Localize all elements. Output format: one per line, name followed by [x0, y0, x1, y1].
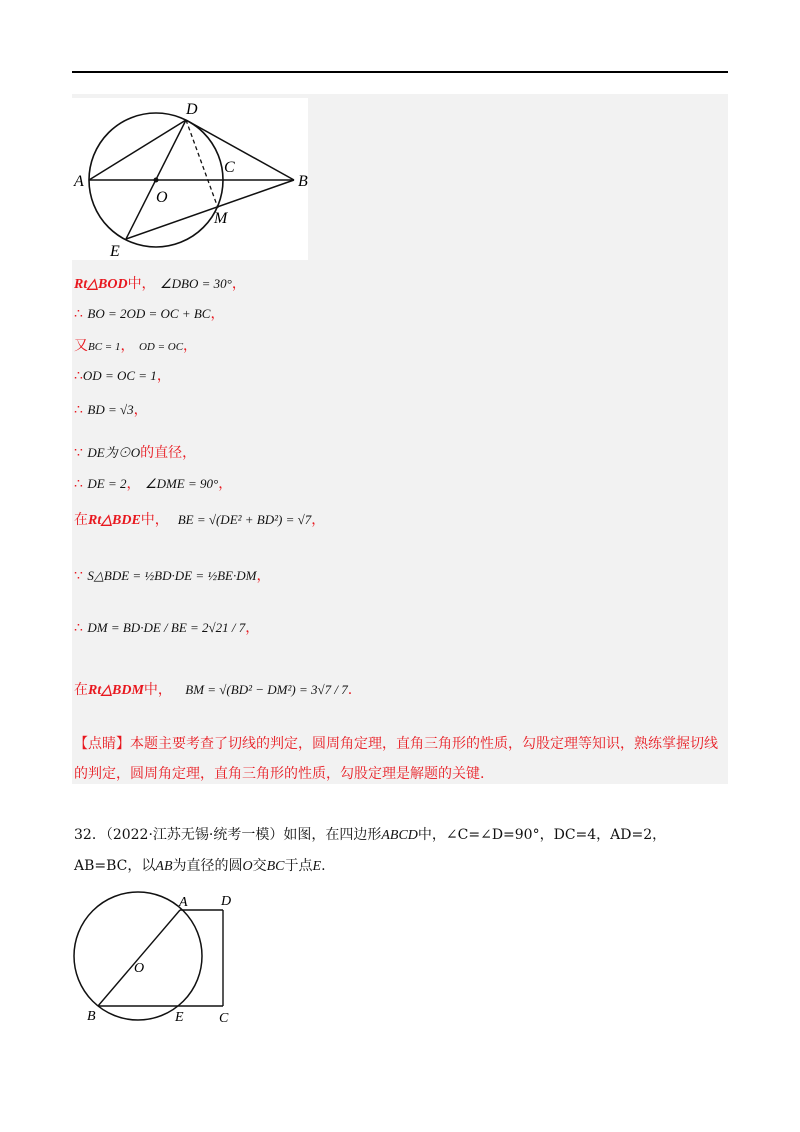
solution-line-6 [74, 443, 196, 463]
text-fragment: ， [120, 338, 135, 354]
text-fragment: BD = √3 [87, 402, 134, 417]
label-b: B [87, 1009, 96, 1024]
text-fragment: ∵ [74, 568, 83, 584]
text-fragment: . [347, 682, 353, 698]
text-fragment: Rt△BOD [74, 277, 128, 292]
text-fragment: ∴ [74, 402, 83, 418]
text-fragment: Rt△BDM [88, 683, 144, 698]
text-fragment: ， [256, 568, 271, 584]
label-a: A [179, 895, 188, 910]
text-fragment: ， [311, 512, 326, 528]
text-fragment: 的直径， [140, 445, 197, 461]
text-fragment: 中， [143, 682, 172, 698]
text-fragment: AB [155, 859, 173, 874]
text-fragment: DM = BD·DE / BE = 2√21 / 7 [87, 620, 246, 635]
solution-line-10 [74, 618, 259, 638]
text-fragment: 交 [252, 858, 267, 874]
tip-text: 本题主要考查了切线的判定，圆周角定理，直角三角形的性质，勾股定理等知识，熟练掌握切线的判定，圆周角定理，直角三角形的性质，勾股定理是解题的关键. [74, 736, 718, 782]
solution-line-5 [74, 400, 148, 420]
text-fragment: ， [210, 306, 225, 322]
text-fragment: OD = OC = 1 [82, 368, 157, 383]
text-fragment: 在 [74, 682, 88, 698]
line-dm [186, 120, 218, 208]
text-fragment: ， [183, 338, 198, 354]
text-fragment: 中，∠C=∠D=90°，DC=4，AD=2，AB=BC，以 [74, 827, 667, 874]
text-fragment: DE为⊙O [87, 445, 141, 460]
text-fragment: ， [133, 402, 148, 418]
solution-line-2 [74, 304, 224, 324]
text-fragment: 为直径的圆 [172, 858, 243, 874]
text-fragment: S△BDE = ½BD·DE = ½BE·DM [87, 568, 257, 583]
label-d: D [221, 894, 232, 909]
solution-line-3 [74, 336, 197, 357]
label-e: E [175, 1010, 184, 1025]
header-rule [72, 71, 728, 73]
label-a: A [74, 173, 84, 190]
solution-line-11 [74, 680, 352, 701]
question-32 [74, 820, 728, 882]
text-fragment: BC [266, 859, 285, 874]
text-fragment: ， [126, 476, 141, 492]
text-fragment: ， [156, 368, 171, 384]
figure-circle-tangent [72, 98, 308, 260]
label-c: C [224, 159, 235, 176]
text-fragment: ， [218, 476, 233, 492]
text-fragment: BC = 1 [88, 341, 121, 353]
text-fragment: ∠DME = 90° [144, 476, 219, 491]
solution-line-4 [74, 366, 171, 386]
text-fragment: 又 [74, 338, 88, 354]
text-fragment: 于点 [284, 858, 313, 874]
text-fragment: 如图，在四边形 [283, 827, 382, 843]
text-fragment: BM = √(BD² − DM²) = 3√7 / 7 [185, 682, 348, 697]
text-fragment: BE = √(DE² + BD²) = √7 [177, 512, 312, 527]
tip-tag: 【点睛】 [74, 736, 130, 752]
text-fragment: ∴ [74, 306, 83, 322]
text-fragment: . [321, 858, 326, 874]
figure-quadrilateral-circle [70, 890, 240, 1025]
text-fragment: 中， [127, 276, 156, 292]
text-fragment: OD = OC [138, 341, 184, 353]
text-fragment: ∴ [74, 476, 83, 492]
line-ab [98, 910, 180, 1006]
solution-line-7 [74, 474, 232, 494]
label-b: B [298, 173, 308, 190]
label-d: D [186, 101, 198, 118]
label-c: C [219, 1011, 229, 1025]
label-o: O [156, 189, 168, 206]
text-fragment: ∠DBO = 30° [160, 276, 232, 291]
label-o: O [134, 961, 145, 976]
circle-o [74, 892, 202, 1020]
solution-line-9 [74, 566, 270, 586]
line-db [186, 120, 294, 180]
center-dot [154, 178, 159, 183]
text-fragment: ∴ [74, 368, 83, 384]
text-fragment: ∴ [74, 620, 83, 636]
question-number: 32． [74, 827, 106, 843]
text-fragment: BO = 2OD = OC + BC [87, 306, 211, 321]
tip-paragraph [74, 729, 728, 789]
label-e: E [110, 243, 120, 260]
solution-line-8 [74, 510, 325, 531]
text-fragment: DE = 2 [87, 476, 127, 491]
solution-line-1 [74, 274, 246, 295]
text-fragment: ∵ [74, 445, 83, 461]
text-fragment: ， [245, 620, 260, 636]
label-m: M [214, 210, 228, 227]
text-fragment: 中， [140, 512, 169, 528]
question-source: （2022·江苏无锡·统考一模） [105, 827, 284, 843]
text-fragment: Rt△BDE [88, 513, 141, 528]
text-fragment: O [242, 859, 253, 874]
text-fragment: E [312, 859, 322, 874]
text-fragment: ABCD [381, 828, 418, 843]
text-fragment: ， [231, 276, 246, 292]
text-fragment: 在 [74, 512, 88, 528]
